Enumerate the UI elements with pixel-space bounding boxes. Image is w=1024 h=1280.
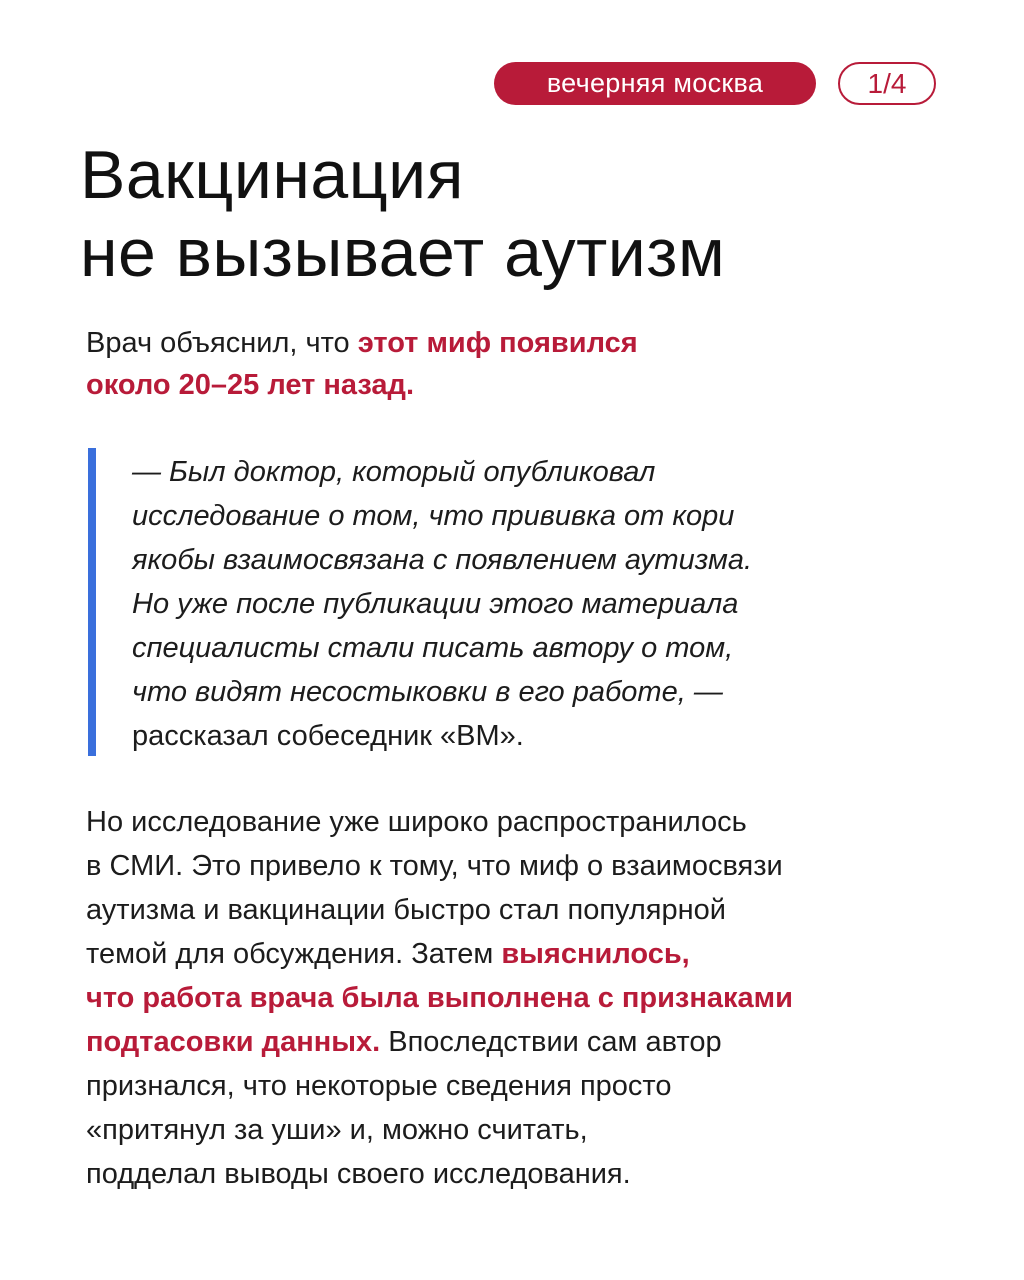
body-line: подделал выводы своего исследования. (86, 1158, 631, 1190)
quote-line: якобы взаимосвязана с появлением аутизма. (132, 544, 753, 576)
lead-text: Врач объяснил, что (86, 327, 358, 359)
body-line: признался, что некоторые сведения просто (86, 1070, 672, 1102)
quote-attribution: рассказал собеседник «ВМ». (132, 720, 524, 752)
body-text: Впоследствии сам автор (380, 1026, 722, 1058)
body-highlight: выяснилось, (501, 938, 690, 970)
body-line: Но исследование уже широко распространилось (86, 806, 747, 838)
lead-highlight-1: этот миф появился (357, 327, 638, 359)
brand-badge: вечерняя москва (494, 62, 816, 105)
headline-line-1: Вакцинация (80, 137, 464, 213)
quote-line: что видят несостыковки в его работе, — (132, 676, 723, 708)
quote-block (132, 450, 952, 758)
body-highlight: подтасовки данных. (86, 1026, 381, 1058)
body-line (86, 932, 966, 976)
headline (80, 136, 725, 292)
body-line: аутизма и вакцинации быстро стал популярной (86, 894, 726, 926)
lead-paragraph (86, 322, 946, 406)
body-line: «притянул за уши» и, можно считать, (86, 1114, 588, 1146)
body-highlight: что работа врача была выполнена с признаками (86, 982, 793, 1014)
quote-line: исследование о том, что прививка от кори (132, 500, 735, 532)
lead-highlight-2: около 20–25 лет назад. (86, 369, 415, 401)
body-line: в СМИ. Это привело к тому, что миф о взаимосвязи (86, 850, 783, 882)
quote-line: Но уже после публикации этого материала (132, 588, 739, 620)
body-line (86, 1020, 966, 1064)
quote-line: — Был доктор, который опубликовал (132, 456, 656, 488)
quote-bar (88, 448, 96, 756)
page-counter: 1/4 (838, 62, 936, 105)
lead-line-1 (86, 322, 946, 364)
body-paragraph (86, 800, 966, 1196)
body-text: темой для обсуждения. Затем (86, 938, 502, 970)
quote-line: специалисты стали писать автору о том, (132, 632, 734, 664)
headline-line-2: не вызывает аутизм (80, 215, 726, 291)
